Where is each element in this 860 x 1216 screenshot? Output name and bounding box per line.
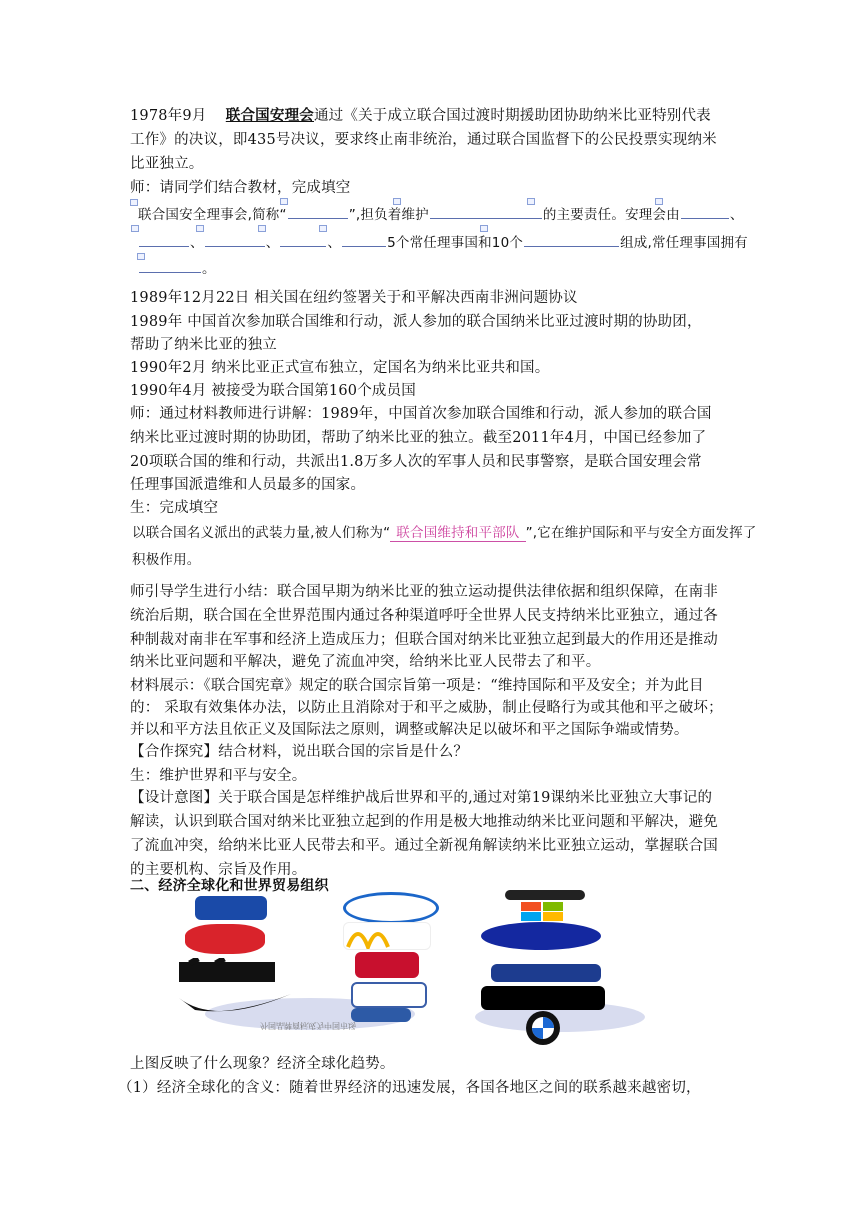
brand-logos-image bbox=[175, 890, 645, 1038]
blank-field[interactable] bbox=[430, 204, 542, 219]
nestle-logo-icon bbox=[351, 982, 427, 1008]
field-marker-icon bbox=[130, 199, 138, 206]
blank-prompt: 的主要责任。安理会由 bbox=[542, 207, 680, 223]
mercedes-benz-logo-icon bbox=[481, 986, 605, 1010]
paragraph-line: 统治后期，联合国在全世界范围内通过各种渠道呼吁全世界人民支持纳米比亚独立，通过各 bbox=[130, 608, 718, 624]
paragraph-line: 并以和平方法且依正义及国际法之原则，调整或解决足以破坏和平之国际争端或情势。 bbox=[130, 722, 689, 738]
bmw-logo-icon bbox=[525, 1010, 561, 1046]
paragraph-line: 帮助了纳米比亚的独立 bbox=[130, 337, 277, 353]
microsoft-windows-icon bbox=[501, 900, 591, 922]
blank-prompt: 、 bbox=[729, 207, 744, 223]
samsung-logo-icon bbox=[481, 922, 601, 950]
blank-prompt: 5个常任理事国和10个 bbox=[387, 235, 524, 251]
fill-blank-line-2 bbox=[138, 232, 748, 253]
paragraph-line: 了流血冲突，给纳米比亚人民带去和平。通过全新视角解读纳米比亚独立运动，掌握联合国 bbox=[130, 838, 718, 854]
blank-field[interactable] bbox=[205, 232, 265, 247]
blank-prompt: 组成,常任理事国拥有 bbox=[620, 235, 748, 251]
field-marker-icon bbox=[131, 225, 139, 232]
paragraph-line: 上图反映了什么现象？经济全球化趋势。 bbox=[130, 1056, 395, 1072]
field-marker-icon bbox=[655, 198, 663, 205]
fill-blank-line-3 bbox=[138, 258, 216, 279]
paragraph-line: 工作》的决议，即435号决议，要求终止南非统治，通过联合国监督下的公民投票实现纳米 bbox=[130, 132, 717, 148]
fill-blank-line-4 bbox=[132, 523, 757, 543]
paragraph-line: 1990年2月 纳米比亚正式宣布独立，定国名为纳米比亚共和国。 bbox=[130, 360, 550, 376]
coca-cola-logo-icon bbox=[185, 924, 265, 954]
blank-prompt: 、 bbox=[327, 235, 342, 251]
blank-field[interactable] bbox=[524, 232, 619, 247]
paragraph-line: （1）经济全球化的含义：随着世界经济的迅速发展，各国各地区之间的联系越来越密切， bbox=[118, 1080, 701, 1096]
paragraph-line: 材料展示：《联合国宪章》规定的联合国宗旨第一项是：“维持国际和平及安全；并为此目 bbox=[130, 678, 704, 694]
pepsi-logo-icon bbox=[195, 896, 267, 920]
kfc-logo-icon bbox=[355, 952, 419, 978]
nestle-nest-icon bbox=[351, 1008, 411, 1022]
un-security-council-text: 联合国安理会 bbox=[225, 108, 314, 124]
paragraph-line: 【合作探究】结合材料，说出联合国的宗旨是什么？ bbox=[130, 744, 469, 760]
paragraph-line: 纳米比亚过渡时期的协助团，帮助了纳米比亚的独立。截至2011年4月，中国已经参加了 bbox=[130, 430, 707, 446]
paragraph-line: 师：通过材料教师进行讲解：1989年，中国首次参加联合国维和行动，派人参加的联合国 bbox=[130, 406, 712, 422]
blank-field[interactable] bbox=[681, 204, 729, 219]
paragraph-line: 师引导学生进行小结：联合国早期为纳米比亚的独立运动提供法律依据和组织保障，在南非 bbox=[130, 584, 718, 600]
intel-logo-icon bbox=[343, 892, 439, 924]
paragraph-line: 师：请同学们结合教材，完成填空 bbox=[130, 180, 351, 196]
blank-prompt: ”,它在维护国际和平与安全方面发挥了 bbox=[525, 525, 757, 541]
fill-blank-line-1 bbox=[138, 204, 744, 225]
nokia-logo-icon bbox=[491, 964, 601, 982]
paragraph-line: 纳米比亚问题和平解决，避免了流血冲突，给纳米比亚人民带去了和平。 bbox=[130, 654, 601, 670]
blank-prompt: ”,担负着维护 bbox=[348, 207, 429, 223]
paragraph-line: 生：完成填空 bbox=[130, 500, 219, 516]
field-marker-icon bbox=[280, 198, 288, 205]
mcdonalds-logo-icon bbox=[343, 922, 431, 950]
paragraph-line: 解读，认识到联合国对纳米比亚独立起到的作用是极大地推动纳米比亚问题和平解决，避免 bbox=[130, 814, 718, 830]
blank-prompt: 、 bbox=[265, 235, 280, 251]
paragraph-line: 种制裁对南非在军事和经济上造成压力；但联合国对纳米比亚独立起到最大的作用还是推动 bbox=[130, 632, 718, 648]
blank-prompt: 。 bbox=[202, 261, 216, 277]
fill-blank-line-5: 积极作用。 bbox=[132, 552, 201, 568]
field-marker-icon bbox=[480, 225, 488, 232]
date-text: 1978年9月 bbox=[130, 108, 207, 124]
line-text: 通过《关于成立联合国过渡时期援助团协助纳米比亚特别代表 bbox=[313, 108, 711, 124]
paragraph-line: 任理事国派遣维和人员最多的国家。 bbox=[130, 477, 366, 493]
blank-field[interactable] bbox=[280, 232, 326, 247]
paragraph-line: 生：维护世界和平与安全。 bbox=[130, 768, 307, 784]
paragraph-line: 1990年4月 被接受为联合国第160个成员国 bbox=[130, 383, 417, 399]
blank-prompt: 以联合国名义派出的武装力量,被人们称为“ bbox=[132, 525, 391, 541]
blank-field[interactable] bbox=[139, 232, 189, 247]
microsoft-logo-icon bbox=[505, 890, 585, 900]
logo-caption: 外国品牌商标成为中国市场 bbox=[260, 1021, 356, 1030]
field-marker-icon bbox=[319, 225, 327, 232]
blank-prompt: 联合国安全理事会,简称“ bbox=[138, 207, 287, 223]
field-marker-icon bbox=[393, 198, 401, 205]
field-marker-icon bbox=[196, 225, 204, 232]
field-marker-icon bbox=[527, 198, 535, 205]
field-marker-icon bbox=[258, 225, 266, 232]
paragraph-line: 20项联合国的维和行动，共派出1.8万多人次的军事人员和民事警察，是联合国安理会常 bbox=[130, 454, 702, 470]
section-heading: 二、经济全球化和世界贸易组织 bbox=[130, 878, 329, 894]
nokia-slogan bbox=[481, 952, 605, 964]
paragraph-line: 的： 采取有效集体办法，以防止且消除对于和平之威胁，制止侵略行为或其他和平之破坏； bbox=[130, 700, 723, 716]
nike-logo-icon bbox=[175, 988, 295, 1024]
paragraph-line: 【设计意图】关于联合国是怎样维护战后世界和平的,通过对第19课纳米比亚独立大事记的 bbox=[130, 790, 713, 806]
paragraph-line: 比亚独立。 bbox=[130, 156, 204, 172]
answer-text: 联合国维持和平部队 bbox=[390, 525, 525, 542]
paragraph-line: 的主要机构、宗旨及作用。 bbox=[130, 862, 307, 878]
paragraph-line: 1989年 中国首次参加联合国维和行动，派人参加的联合国纳米比亚过渡时期的协助团， bbox=[130, 314, 702, 330]
blank-field[interactable] bbox=[288, 204, 348, 219]
blank-prompt: 、 bbox=[190, 235, 204, 251]
blank-field[interactable] bbox=[139, 258, 201, 273]
paragraph-line bbox=[130, 106, 711, 126]
blank-field[interactable] bbox=[342, 232, 386, 247]
paragraph-line: 1989年12月22日 相关国在纽约签署关于和平解决西南非洲问题协议 bbox=[130, 290, 578, 306]
adidas-logo-icon bbox=[175, 958, 279, 988]
